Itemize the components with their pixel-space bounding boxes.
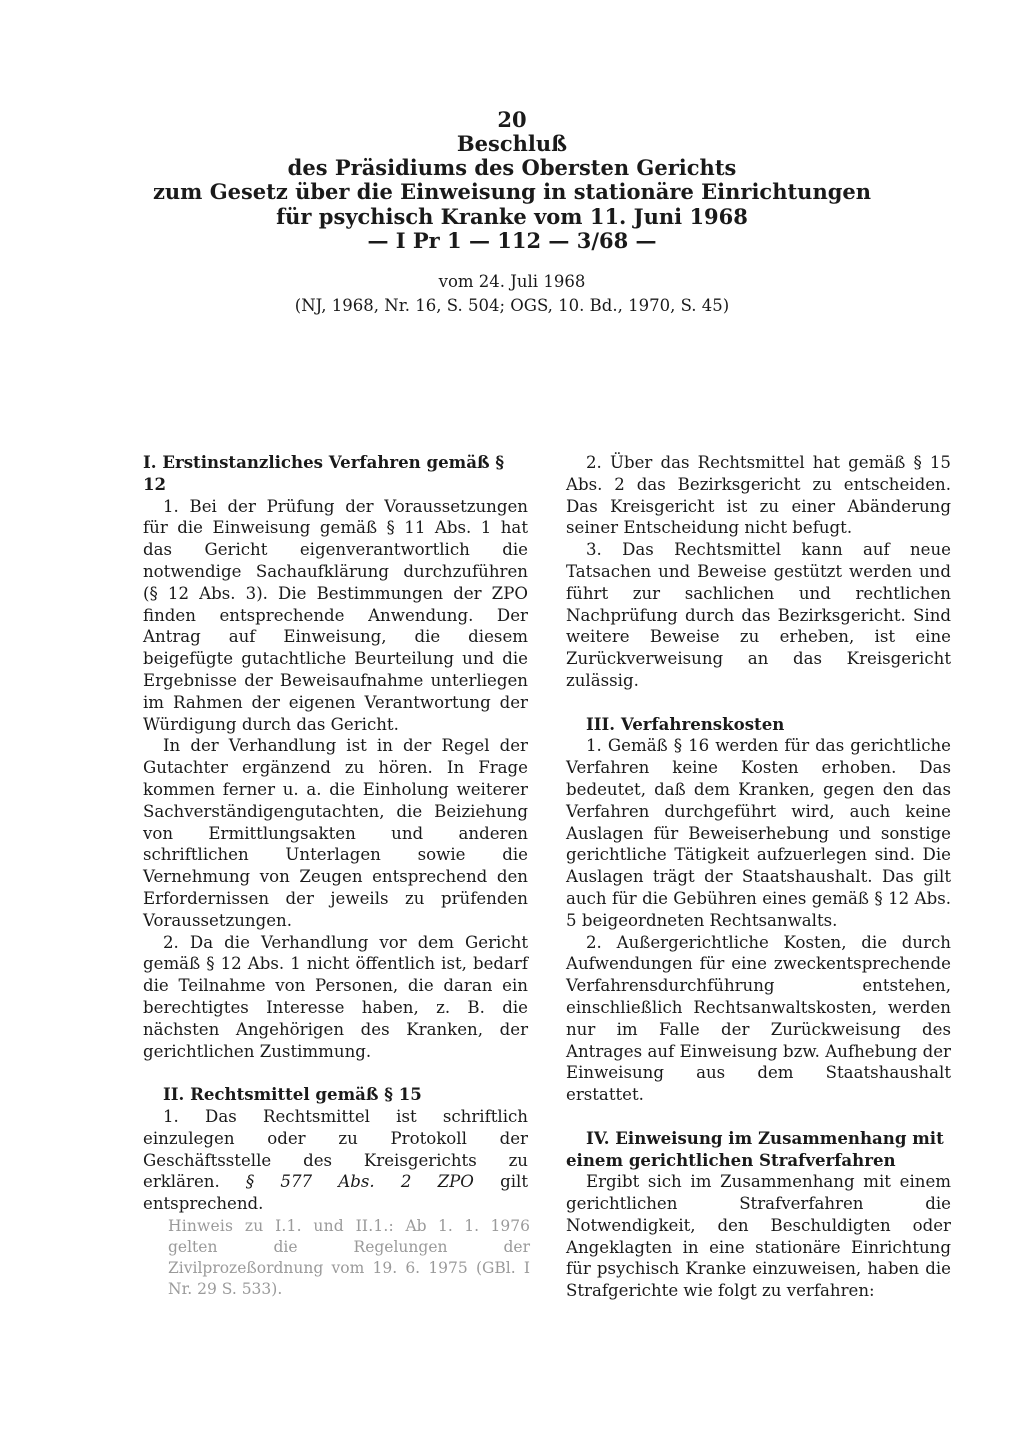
paragraph-text: 1. Das Rechtsmittel ist schriftlich einzulegen oder zu Protokoll der Geschäftsstelle des Kreisgerichts zu erklären. [143, 1106, 528, 1192]
title-line-3: für psychisch Kranke vom 11. Juni 1968 [276, 204, 748, 229]
publication-reference: (NJ, 1968, Nr. 16, S. 504; OGS, 10. Bd., 1970, S. 45) [294, 296, 730, 315]
document-title: Beschluß [456, 131, 568, 156]
paragraph: 3. Das Rechtsmittel kann auf neue Tatsachen und Beweise gestützt werden und führt zur sachlichen und rechtlichen Nachprüfung durch das Bezirksgericht. Sind weitere Beweise zu erheben, ist eine Zurückverweisung an das Kreisgericht zulässig. [566, 540, 951, 690]
right-column [566, 452, 951, 1302]
section-heading-4: IV. Einweisung im Zusammenhang mit einem gerichtlichen Strafverfahren [566, 1127, 944, 1170]
paragraph: 1. Bei der Prüfung der Voraussetzungen für die Einweisung gemäß § 11 Abs. 1 hat das Gericht eigenverantwortlich die notwendige Sachaufklärung durchzuführen (§ 12 Abs. 3). Die Bestimmungen der ZPO finden entsprechende Anwendung. Der Antrag auf Einweisung, die diesem beigefügte gutachtliche Beurteilung und die Ergebnisse der Beweisaufnahme unterliegen im Rahmen der eigenen Verantwortung der Würdigung durch das Gericht. [143, 496, 528, 734]
paragraph: 1. Gemäß § 16 werden für das gerichtliche Verfahren keine Kosten erhoben. Das bedeutet, daß dem Kranken, gegen den das Verfahren durchgeführt wird, auch keine Auslagen für Beweiserhebung und sonstige gerichtliche Tätigkeit aufzuerlegen sind. Die Auslagen trägt der Staatshaushalt. Das gilt auch für die Gebühren eines gemäß § 12 Abs. 5 beigeordneten Rechtsanwalts. [566, 736, 951, 930]
note-label: Hinweis zu I.1. und II.1.: [168, 1217, 394, 1235]
paragraph [143, 1106, 528, 1215]
paragraph: In der Verhandlung ist in der Regel der Gutachter ergänzend zu hören. In Frage kommen ferner u. a. die Einholung weiterer Sachverständigengutachten, die Beiziehung von Ermittlungsakten und anderen schriftlichen Unterlagen sowie die Vernehmung von Zeugen entsprechend den Erfordernissen der jeweils zu prüfenden Voraussetzungen. [143, 736, 528, 930]
note-text: Ab 1. 1. 1976 gelten die Regelungen der Zivilprozeßordnung vom 19. 6. 1975 (GBl. I Nr. 29 S. 533). [168, 1217, 531, 1298]
annotation-note [168, 1216, 530, 1300]
left-column [143, 452, 528, 1215]
statute-reference: § 577 Abs. 2 ZPO [245, 1172, 474, 1192]
section-heading-3: III. Verfahrenskosten [586, 713, 785, 734]
section-heading-1: I. Erstinstanzliches Verfahren gemäß § 12 [143, 452, 505, 494]
case-number: — I Pr 1 — 112 — 3/68 — [367, 228, 657, 253]
decision-number: 20 [497, 107, 527, 132]
paragraph: Ergibt sich im Zusammenhang mit einem gerichtlichen Strafverfahren die Notwendigkeit, den Beschuldigten oder Angeklagten in eine stationäre Einrichtung für psychisch Kranke einzuweisen, haben die Strafgerichte wie folgt zu verfahren: [566, 1172, 951, 1301]
paragraph-text: gilt entsprechend. [143, 1172, 528, 1214]
paragraph: 2. Außergerichtliche Kosten, die durch Aufwendungen für eine zweckentsprechende Verfahrensdurchführung entstehen, einschließlich Rechtsanwaltskosten, werden nur im Falle der Zurückweisung des Antrages auf Einweisung bzw. Aufhebung der Einweisung aus dem Staatshaushalt erstattet. [566, 932, 951, 1105]
paragraph: 2. Da die Verhandlung vor dem Gericht gemäß § 12 Abs. 1 nicht öffentlich ist, bedarf die Teilnahme von Personen, die daran ein berechtigtes Interesse haben, z. B. die nächsten Angehörigen des Kranken, der gerichtlichen Zustimmung. [143, 932, 528, 1061]
paragraph: 2. Über das Rechtsmittel hat gemäß § 15 Abs. 2 das Bezirksgericht zu entscheiden. Das Kreisgericht ist zu einer Abänderung seiner Entscheidung nicht befugt. [566, 453, 951, 538]
title-line-1: des Präsidiums des Obersten Gerichts [287, 155, 737, 180]
title-line-2: zum Gesetz über die Einweisung in stationäre Einrichtungen [152, 179, 872, 204]
decision-date: vom 24. Juli 1968 [438, 272, 586, 291]
section-heading-2: II. Rechtsmittel gemäß § 15 [163, 1084, 422, 1105]
